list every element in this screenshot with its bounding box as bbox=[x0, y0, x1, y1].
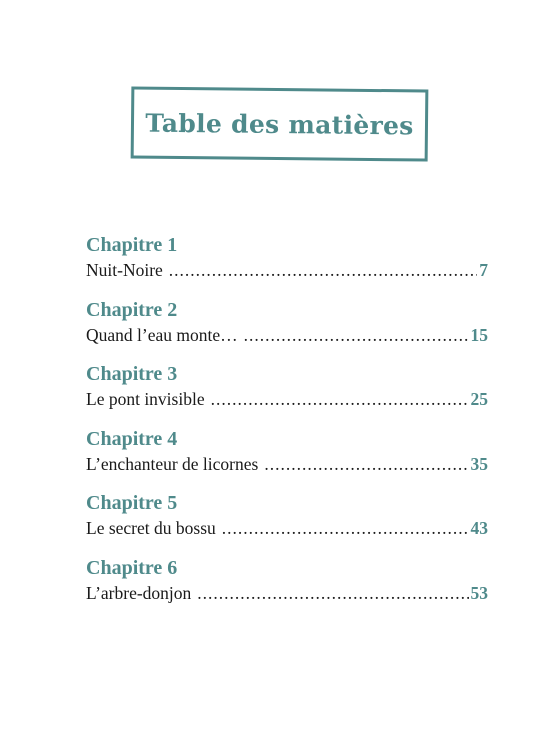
toc-chapter bbox=[86, 492, 488, 557]
chapter-title: Nuit-Noire bbox=[86, 260, 163, 280]
toc-chapter bbox=[86, 428, 488, 493]
page-title: Table des matières bbox=[145, 108, 414, 140]
page-number: 43 bbox=[470, 518, 488, 538]
chapter-heading: Chapitre 2 bbox=[86, 298, 178, 321]
toc-chapter bbox=[86, 234, 488, 299]
toc-entry[interactable] bbox=[86, 258, 488, 282]
chapter-heading: Chapitre 6 bbox=[86, 556, 178, 579]
table-of-contents bbox=[86, 234, 488, 621]
chapter-title: Le pont invisible bbox=[86, 389, 205, 409]
page-number: 35 bbox=[470, 453, 488, 474]
chapter-title: L’arbre-donjon bbox=[86, 582, 192, 603]
title-frame bbox=[131, 86, 429, 161]
page-number: 7 bbox=[479, 260, 488, 280]
toc-chapter bbox=[86, 363, 488, 428]
chapter-heading: Chapitre 5 bbox=[86, 492, 178, 514]
dot-leader bbox=[169, 258, 477, 282]
chapter-title: Quand l’eau monte… bbox=[86, 324, 238, 345]
dot-leader bbox=[264, 452, 468, 476]
dot-leader bbox=[244, 323, 469, 347]
chapter-heading: Chapitre 1 bbox=[86, 234, 178, 256]
page-number: 15 bbox=[470, 324, 488, 345]
chapter-heading: Chapitre 4 bbox=[86, 427, 178, 450]
toc-chapter bbox=[86, 557, 488, 622]
page-number: 53 bbox=[470, 582, 488, 603]
dot-leader bbox=[222, 516, 469, 540]
dot-leader bbox=[211, 387, 469, 411]
toc-entry[interactable] bbox=[86, 387, 488, 411]
toc-entry[interactable] bbox=[86, 516, 488, 540]
dot-leader bbox=[197, 581, 468, 605]
toc-chapter bbox=[86, 299, 488, 364]
chapter-title: L’enchanteur de licornes bbox=[86, 453, 259, 474]
page-number: 25 bbox=[470, 389, 488, 409]
toc-entry[interactable] bbox=[86, 452, 488, 476]
toc-entry[interactable] bbox=[86, 323, 488, 347]
chapter-title: Le secret du bossu bbox=[86, 518, 216, 538]
chapter-heading: Chapitre 3 bbox=[86, 363, 178, 385]
toc-entry[interactable] bbox=[86, 581, 488, 605]
